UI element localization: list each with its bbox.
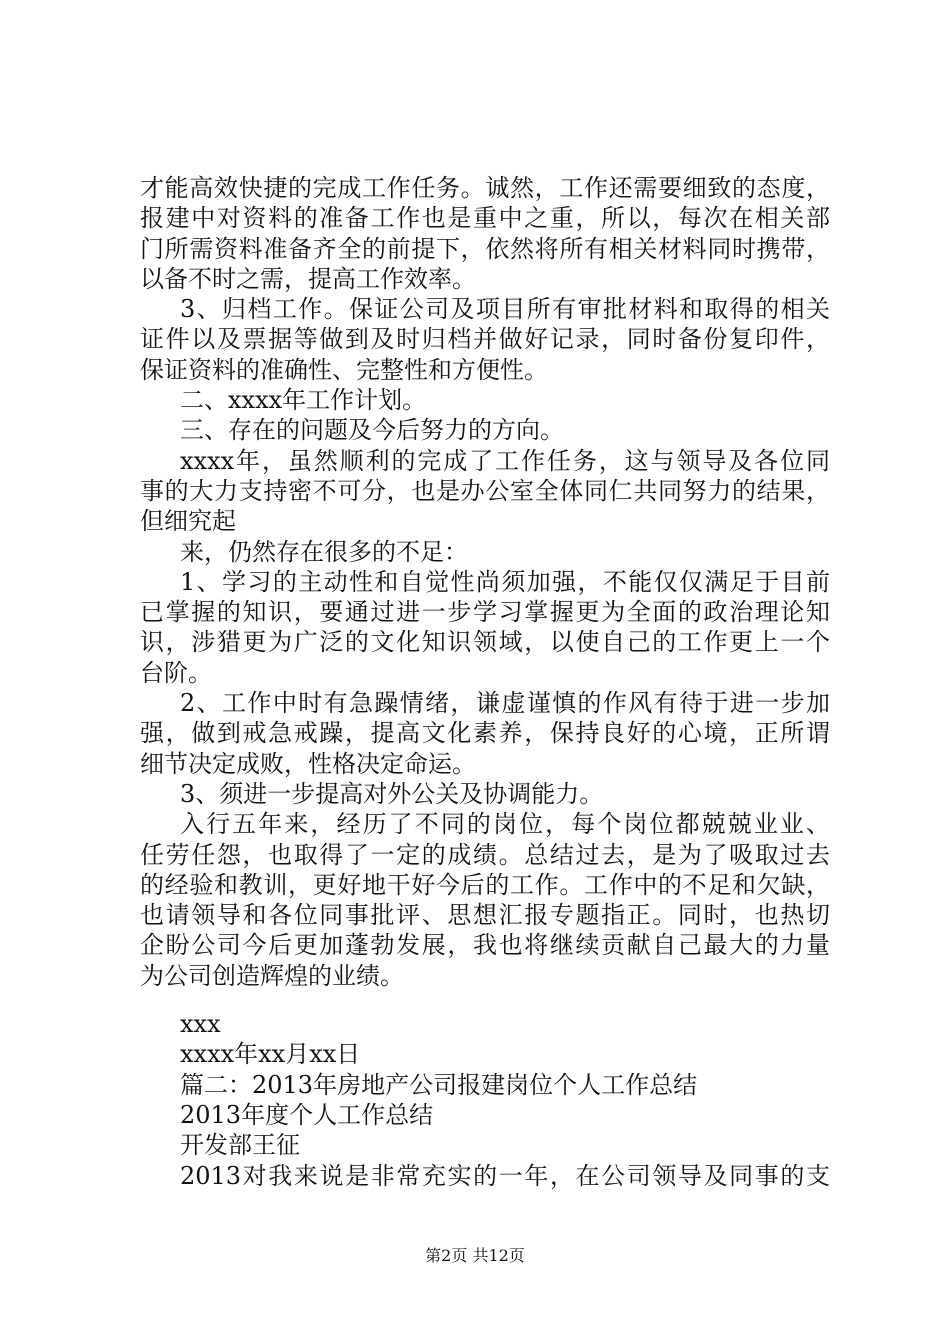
text-line-25: 也请领导和各位同事批评、思想汇报专题指正。同时，也热切 [140, 901, 830, 930]
page-footer: 第2页 共12页 [425, 1246, 525, 1265]
text-line-11: 事的大力支持密不可分，也是办公室全体同仁共同努力的结果， [140, 476, 830, 505]
text-line-14: 1、学习的主动性和自觉性尚须加强，不能仅仅满足于目前 [180, 567, 830, 596]
text-line-21: 3、须进一步提高对外公关及协调能力。 [180, 779, 604, 808]
text-line-10: xxxx年，虽然顺利的完成了工作任务，这与领导及各位同 [180, 446, 830, 475]
chapter-heading: 篇二：2013年房地产公司报建岗位个人工作总结 [180, 1070, 698, 1099]
text-line-18: 2、工作中时有急躁情绪，谦虚谨慎的作风有待于进一步加 [180, 689, 830, 718]
chapter-subtitle: 2013年度个人工作总结 [180, 1100, 434, 1129]
paragraph-gap [140, 991, 830, 1009]
text-line-5: 3、归档工作。保证公司及项目所有审批材料和取得的相关 [180, 295, 830, 324]
text-line-6: 证件以及票据等做到及时归档并做好记录，同时备份复印件， [140, 325, 830, 354]
text-line-last: 2013对我来说是非常充实的一年，在公司领导及同事的支 [180, 1161, 830, 1190]
author-line: 开发部王征 [180, 1131, 300, 1160]
text-line-17: 台阶。 [140, 658, 212, 687]
section-heading-plan: 二、xxxx年工作计划。 [180, 386, 427, 415]
signature-date: xxxx年xx月xx日 [180, 1040, 361, 1069]
text-line-2: 报建中对资料的准备工作也是重中之重，所以，每次在相关部 [140, 204, 830, 233]
text-line-13: 来，仍然存在很多的不足： [180, 537, 468, 566]
signature-name: xxx [180, 1010, 221, 1039]
text-line-15: 已掌握的知识，要通过进一步学习掌握更为全面的政治理论知 [140, 598, 830, 627]
section-heading-problems: 三、存在的问题及今后努力的方向。 [180, 416, 564, 445]
text-line-7: 保证资料的准确性、完整性和方便性。 [140, 355, 548, 384]
text-line-22: 入行五年来，经历了不同的岗位，每个岗位都兢兢业业、 [180, 810, 830, 839]
text-line-26: 企盼公司今后更加蓬勃发展，我也将继续贡献自己最大的力量 [140, 931, 830, 960]
text-line-12: 但细究起 [140, 507, 236, 536]
document-body [140, 173, 830, 1191]
text-line-24: 的经验和教训，更好地干好今后的工作。工作中的不足和欠缺， [140, 870, 830, 899]
text-line-23: 任劳任怨，也取得了一定的成绩。总结过去，是为了吸取过去 [140, 840, 830, 869]
text-line-19: 强，做到戒急戒躁，提高文化素养，保持良好的心境，正所谓 [140, 719, 830, 748]
text-line-4: 以备不时之需，提高工作效率。 [140, 264, 476, 293]
text-line-27: 为公司创造辉煌的业绩。 [140, 961, 404, 990]
text-line-3: 门所需资料准备齐全的前提下，依然将所有相关材料同时携带， [140, 234, 830, 263]
text-line-16: 识，涉猎更为广泛的文化知识领域，以使自己的工作更上一个 [140, 628, 830, 657]
text-line-1: 才能高效快捷的完成工作任务。诚然，工作还需要细致的态度， [140, 174, 830, 202]
text-line-20: 细节决定成败，性格决定命运。 [140, 749, 476, 778]
